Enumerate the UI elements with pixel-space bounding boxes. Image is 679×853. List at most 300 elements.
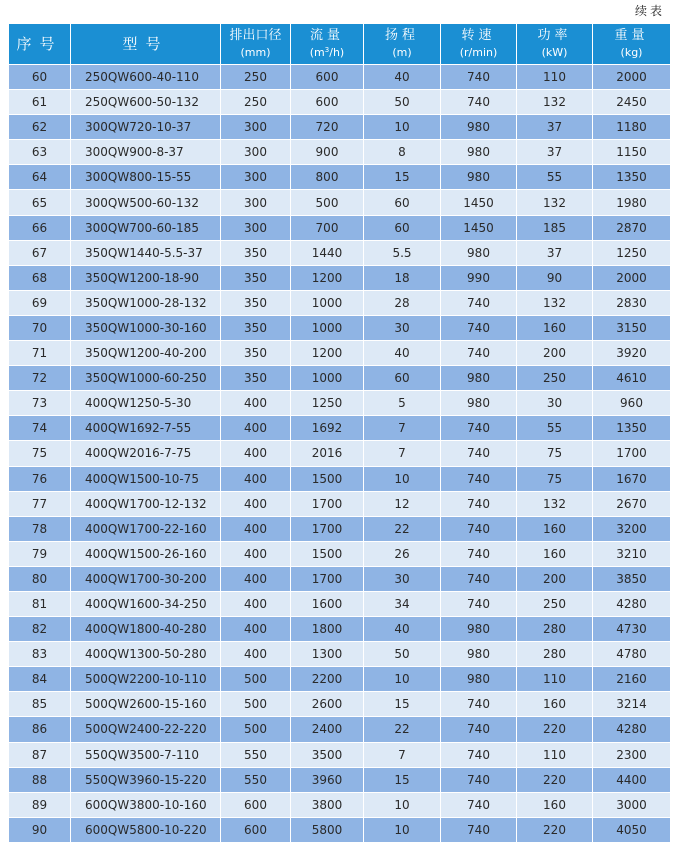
cell-flow: 1250 — [291, 391, 364, 416]
table-row — [9, 717, 671, 742]
cell-power: 280 — [517, 642, 593, 667]
cell-flow: 500 — [291, 190, 364, 215]
header-seq: 序号 — [9, 24, 71, 65]
cell-outlet: 400 — [221, 391, 291, 416]
cell-weight: 1180 — [593, 115, 671, 140]
cell-seq: 65 — [9, 190, 71, 215]
cell-speed: 980 — [441, 115, 517, 140]
cell-head: 26 — [364, 541, 441, 566]
cell-power: 110 — [517, 667, 593, 692]
cell-head: 40 — [364, 617, 441, 642]
cell-power: 110 — [517, 65, 593, 90]
table-row — [9, 366, 671, 391]
cell-outlet: 400 — [221, 441, 291, 466]
cell-seq: 78 — [9, 516, 71, 541]
cell-power: 200 — [517, 566, 593, 591]
cell-weight: 1350 — [593, 416, 671, 441]
cell-weight: 1980 — [593, 190, 671, 215]
cell-speed: 980 — [441, 642, 517, 667]
cell-model: 300QW700-60-185 — [71, 215, 221, 240]
cell-outlet: 300 — [221, 190, 291, 215]
cell-flow: 2400 — [291, 717, 364, 742]
cell-speed: 740 — [441, 65, 517, 90]
cell-head: 15 — [364, 692, 441, 717]
cell-head: 15 — [364, 165, 441, 190]
cell-weight: 1150 — [593, 140, 671, 165]
cell-weight: 4050 — [593, 817, 671, 842]
cell-seq: 71 — [9, 341, 71, 366]
table-row — [9, 391, 671, 416]
cell-weight: 2000 — [593, 265, 671, 290]
header-flow-label: 流量 — [309, 28, 344, 43]
cell-speed: 740 — [441, 341, 517, 366]
cell-flow: 800 — [291, 165, 364, 190]
table-row — [9, 541, 671, 566]
cell-model: 400QW1700-12-132 — [71, 491, 221, 516]
cell-speed: 740 — [441, 692, 517, 717]
cell-model: 400QW1692-7-55 — [71, 416, 221, 441]
cell-weight: 1250 — [593, 240, 671, 265]
header-power-unit: (kW) — [541, 46, 568, 59]
cell-head: 40 — [364, 65, 441, 90]
cell-model: 550QW3960-15-220 — [71, 767, 221, 792]
header-weight — [593, 24, 671, 65]
table-row — [9, 792, 671, 817]
cell-flow: 2200 — [291, 667, 364, 692]
cell-outlet: 500 — [221, 692, 291, 717]
cell-head: 15 — [364, 767, 441, 792]
cell-speed: 740 — [441, 767, 517, 792]
table-row — [9, 240, 671, 265]
cell-model: 600QW3800-10-160 — [71, 792, 221, 817]
cell-seq: 69 — [9, 290, 71, 315]
cell-power: 37 — [517, 240, 593, 265]
cell-outlet: 500 — [221, 717, 291, 742]
cell-power: 55 — [517, 165, 593, 190]
cell-speed: 740 — [441, 742, 517, 767]
cell-weight: 3214 — [593, 692, 671, 717]
header-outlet — [221, 24, 291, 65]
cell-model: 400QW1500-10-75 — [71, 466, 221, 491]
cell-weight: 2450 — [593, 90, 671, 115]
table-row — [9, 591, 671, 616]
cell-power: 110 — [517, 742, 593, 767]
header-speed-label: 转速 — [461, 28, 496, 43]
cell-outlet: 300 — [221, 140, 291, 165]
cell-head: 22 — [364, 516, 441, 541]
cell-seq: 67 — [9, 240, 71, 265]
cell-flow: 1700 — [291, 516, 364, 541]
cell-head: 50 — [364, 90, 441, 115]
cell-head: 12 — [364, 491, 441, 516]
table-row — [9, 491, 671, 516]
cell-power: 250 — [517, 591, 593, 616]
cell-weight: 3200 — [593, 516, 671, 541]
cell-speed: 1450 — [441, 190, 517, 215]
cell-seq: 74 — [9, 416, 71, 441]
cell-power: 220 — [517, 817, 593, 842]
cell-seq: 72 — [9, 366, 71, 391]
cell-seq: 70 — [9, 315, 71, 340]
cell-speed: 980 — [441, 240, 517, 265]
cell-seq: 73 — [9, 391, 71, 416]
cell-flow: 1200 — [291, 341, 364, 366]
cell-flow: 1000 — [291, 366, 364, 391]
cell-model: 400QW1700-30-200 — [71, 566, 221, 591]
cell-outlet: 600 — [221, 817, 291, 842]
header-speed — [441, 24, 517, 65]
cell-outlet: 350 — [221, 366, 291, 391]
cell-power: 132 — [517, 290, 593, 315]
cell-head: 50 — [364, 642, 441, 667]
cell-model: 350QW1000-30-160 — [71, 315, 221, 340]
cell-model: 400QW1800-40-280 — [71, 617, 221, 642]
table-row — [9, 315, 671, 340]
cell-model: 300QW900-8-37 — [71, 140, 221, 165]
cell-head: 60 — [364, 190, 441, 215]
cell-head: 40 — [364, 341, 441, 366]
table-row — [9, 642, 671, 667]
cell-flow: 700 — [291, 215, 364, 240]
table-row — [9, 441, 671, 466]
cell-flow: 600 — [291, 90, 364, 115]
cell-flow: 5800 — [291, 817, 364, 842]
cell-model: 500QW2600-15-160 — [71, 692, 221, 717]
cell-flow: 900 — [291, 140, 364, 165]
cell-power: 160 — [517, 541, 593, 566]
cell-seq: 76 — [9, 466, 71, 491]
table-row — [9, 767, 671, 792]
table-row — [9, 341, 671, 366]
cell-seq: 82 — [9, 617, 71, 642]
cell-power: 280 — [517, 617, 593, 642]
cell-head: 34 — [364, 591, 441, 616]
cell-seq: 66 — [9, 215, 71, 240]
cell-weight: 4610 — [593, 366, 671, 391]
cell-model: 400QW2016-7-75 — [71, 441, 221, 466]
cell-weight: 2870 — [593, 215, 671, 240]
cell-weight: 2160 — [593, 667, 671, 692]
cell-flow: 3960 — [291, 767, 364, 792]
table-row — [9, 416, 671, 441]
header-model: 型号 — [71, 24, 221, 65]
cell-outlet: 500 — [221, 667, 291, 692]
cell-power: 132 — [517, 90, 593, 115]
cell-model: 300QW720-10-37 — [71, 115, 221, 140]
cell-seq: 87 — [9, 742, 71, 767]
cell-outlet: 550 — [221, 742, 291, 767]
table-row — [9, 817, 671, 842]
cell-seq: 83 — [9, 642, 71, 667]
cell-power: 220 — [517, 717, 593, 742]
cell-model: 600QW5800-10-220 — [71, 817, 221, 842]
cell-weight: 4730 — [593, 617, 671, 642]
cell-seq: 79 — [9, 541, 71, 566]
cell-flow: 720 — [291, 115, 364, 140]
cell-power: 30 — [517, 391, 593, 416]
header-weight-label: 重量 — [614, 28, 649, 43]
cell-weight: 4280 — [593, 591, 671, 616]
cell-seq: 64 — [9, 165, 71, 190]
cell-power: 160 — [517, 792, 593, 817]
table-row — [9, 617, 671, 642]
cell-flow: 1700 — [291, 491, 364, 516]
cell-head: 60 — [364, 366, 441, 391]
cell-outlet: 300 — [221, 165, 291, 190]
cell-seq: 80 — [9, 566, 71, 591]
table-row — [9, 265, 671, 290]
cell-weight: 3210 — [593, 541, 671, 566]
header-flow — [291, 24, 364, 65]
cell-speed: 740 — [441, 416, 517, 441]
header-power — [517, 24, 593, 65]
cell-speed: 980 — [441, 617, 517, 642]
cell-speed: 740 — [441, 516, 517, 541]
cell-head: 7 — [364, 416, 441, 441]
cell-model: 350QW1440-5.5-37 — [71, 240, 221, 265]
cell-head: 22 — [364, 717, 441, 742]
table-row — [9, 516, 671, 541]
cell-speed: 740 — [441, 90, 517, 115]
cell-power: 160 — [517, 516, 593, 541]
cell-flow: 1200 — [291, 265, 364, 290]
table-row — [9, 140, 671, 165]
cell-weight: 3850 — [593, 566, 671, 591]
cell-head: 28 — [364, 290, 441, 315]
cell-head: 18 — [364, 265, 441, 290]
cell-power: 90 — [517, 265, 593, 290]
cell-outlet: 550 — [221, 767, 291, 792]
cell-flow: 1692 — [291, 416, 364, 441]
cell-outlet: 400 — [221, 516, 291, 541]
cell-speed: 740 — [441, 441, 517, 466]
header-head-label: 扬程 — [384, 28, 419, 43]
header-head-unit: (m) — [392, 46, 412, 59]
cell-power: 185 — [517, 215, 593, 240]
cell-model: 400QW1300-50-280 — [71, 642, 221, 667]
cell-speed: 980 — [441, 667, 517, 692]
table-row — [9, 290, 671, 315]
cell-model: 350QW1000-28-132 — [71, 290, 221, 315]
cell-head: 10 — [364, 792, 441, 817]
cell-speed: 980 — [441, 165, 517, 190]
header-row — [9, 24, 671, 65]
cell-model: 400QW1500-26-160 — [71, 541, 221, 566]
cell-head: 10 — [364, 667, 441, 692]
cell-power: 37 — [517, 140, 593, 165]
table-row — [9, 215, 671, 240]
cell-flow: 1700 — [291, 566, 364, 591]
cell-flow: 1300 — [291, 642, 364, 667]
cell-head: 8 — [364, 140, 441, 165]
cell-seq: 85 — [9, 692, 71, 717]
cell-flow: 1500 — [291, 466, 364, 491]
cell-outlet: 300 — [221, 215, 291, 240]
cell-head: 7 — [364, 441, 441, 466]
cell-speed: 740 — [441, 541, 517, 566]
cell-model: 400QW1700-22-160 — [71, 516, 221, 541]
table-row — [9, 165, 671, 190]
cell-weight: 1700 — [593, 441, 671, 466]
header-weight-unit: (kg) — [620, 46, 643, 59]
cell-model: 500QW2400-22-220 — [71, 717, 221, 742]
table-body — [9, 65, 671, 843]
cell-outlet: 400 — [221, 566, 291, 591]
cell-weight: 2000 — [593, 65, 671, 90]
cell-model: 350QW1000-60-250 — [71, 366, 221, 391]
cell-seq: 75 — [9, 441, 71, 466]
cell-power: 160 — [517, 315, 593, 340]
cell-power: 250 — [517, 366, 593, 391]
cell-outlet: 300 — [221, 115, 291, 140]
cell-outlet: 350 — [221, 315, 291, 340]
cell-head: 30 — [364, 566, 441, 591]
cell-outlet: 350 — [221, 341, 291, 366]
cell-outlet: 350 — [221, 240, 291, 265]
cell-speed: 740 — [441, 817, 517, 842]
continued-label: 续表 — [634, 4, 665, 18]
table-header — [9, 24, 671, 65]
cell-flow: 1440 — [291, 240, 364, 265]
header-power-label: 功率 — [537, 28, 572, 43]
cell-seq: 77 — [9, 491, 71, 516]
cell-model: 250QW600-40-110 — [71, 65, 221, 90]
header-speed-unit: (r/min) — [459, 46, 498, 59]
cell-weight: 3920 — [593, 341, 671, 366]
cell-flow: 2600 — [291, 692, 364, 717]
cell-head: 30 — [364, 315, 441, 340]
cell-weight: 1670 — [593, 466, 671, 491]
cell-outlet: 400 — [221, 541, 291, 566]
cell-outlet: 600 — [221, 792, 291, 817]
cell-model: 400QW1250-5-30 — [71, 391, 221, 416]
cell-speed: 740 — [441, 566, 517, 591]
cell-outlet: 250 — [221, 90, 291, 115]
cell-weight: 4280 — [593, 717, 671, 742]
cell-seq: 63 — [9, 140, 71, 165]
cell-weight: 3150 — [593, 315, 671, 340]
cell-power: 37 — [517, 115, 593, 140]
cell-flow: 1800 — [291, 617, 364, 642]
cell-outlet: 400 — [221, 617, 291, 642]
cell-model: 350QW1200-40-200 — [71, 341, 221, 366]
cell-outlet: 350 — [221, 265, 291, 290]
table-row — [9, 115, 671, 140]
cell-head: 5.5 — [364, 240, 441, 265]
cell-speed: 980 — [441, 391, 517, 416]
cell-speed: 990 — [441, 265, 517, 290]
cell-seq: 62 — [9, 115, 71, 140]
cell-power: 75 — [517, 466, 593, 491]
cell-seq: 88 — [9, 767, 71, 792]
cell-speed: 740 — [441, 290, 517, 315]
cell-outlet: 400 — [221, 466, 291, 491]
cell-flow: 3800 — [291, 792, 364, 817]
cell-speed: 740 — [441, 315, 517, 340]
cell-seq: 81 — [9, 591, 71, 616]
table-row — [9, 692, 671, 717]
cell-model: 350QW1200-18-90 — [71, 265, 221, 290]
cell-seq: 61 — [9, 90, 71, 115]
cell-head: 10 — [364, 115, 441, 140]
cell-model: 500QW2200-10-110 — [71, 667, 221, 692]
cell-outlet: 400 — [221, 491, 291, 516]
cell-model: 550QW3500-7-110 — [71, 742, 221, 767]
table-row — [9, 742, 671, 767]
cell-flow: 1600 — [291, 591, 364, 616]
cell-flow: 2016 — [291, 441, 364, 466]
cell-power: 132 — [517, 190, 593, 215]
cell-model: 250QW600-50-132 — [71, 90, 221, 115]
cell-model: 300QW800-15-55 — [71, 165, 221, 190]
cell-speed: 740 — [441, 717, 517, 742]
cell-seq: 60 — [9, 65, 71, 90]
cell-weight: 4780 — [593, 642, 671, 667]
pump-spec-table — [8, 23, 671, 843]
table-row — [9, 566, 671, 591]
cell-speed: 740 — [441, 591, 517, 616]
cell-power: 132 — [517, 491, 593, 516]
cell-speed: 740 — [441, 792, 517, 817]
cell-head: 10 — [364, 817, 441, 842]
table-row — [9, 190, 671, 215]
cell-seq: 84 — [9, 667, 71, 692]
cell-speed: 740 — [441, 466, 517, 491]
cell-flow: 1000 — [291, 290, 364, 315]
table-row — [9, 90, 671, 115]
cell-weight: 2300 — [593, 742, 671, 767]
cell-weight: 1350 — [593, 165, 671, 190]
cell-weight: 960 — [593, 391, 671, 416]
table-row — [9, 466, 671, 491]
cell-weight: 2670 — [593, 491, 671, 516]
cell-seq: 86 — [9, 717, 71, 742]
cell-outlet: 350 — [221, 290, 291, 315]
cell-head: 7 — [364, 742, 441, 767]
table-row — [9, 65, 671, 90]
cell-flow: 3500 — [291, 742, 364, 767]
cell-power: 200 — [517, 341, 593, 366]
cell-speed: 740 — [441, 491, 517, 516]
cell-outlet: 400 — [221, 642, 291, 667]
cell-seq: 89 — [9, 792, 71, 817]
header-outlet-label: 排出口径 — [229, 28, 282, 43]
cell-seq: 90 — [9, 817, 71, 842]
cell-speed: 980 — [441, 366, 517, 391]
cell-weight: 4400 — [593, 767, 671, 792]
cell-weight: 2830 — [593, 290, 671, 315]
cell-head: 5 — [364, 391, 441, 416]
header-head — [364, 24, 441, 65]
cell-power: 75 — [517, 441, 593, 466]
cell-power: 220 — [517, 767, 593, 792]
cell-power: 55 — [517, 416, 593, 441]
cell-outlet: 250 — [221, 65, 291, 90]
cell-flow: 1000 — [291, 315, 364, 340]
cell-speed: 1450 — [441, 215, 517, 240]
cell-weight: 3000 — [593, 792, 671, 817]
table-row — [9, 667, 671, 692]
cell-model: 300QW500-60-132 — [71, 190, 221, 215]
cell-outlet: 400 — [221, 591, 291, 616]
header-outlet-unit: (mm) — [240, 46, 271, 59]
cell-model: 400QW1600-34-250 — [71, 591, 221, 616]
cell-flow: 600 — [291, 65, 364, 90]
cell-head: 10 — [364, 466, 441, 491]
cell-speed: 980 — [441, 140, 517, 165]
cell-flow: 1500 — [291, 541, 364, 566]
cell-outlet: 400 — [221, 416, 291, 441]
